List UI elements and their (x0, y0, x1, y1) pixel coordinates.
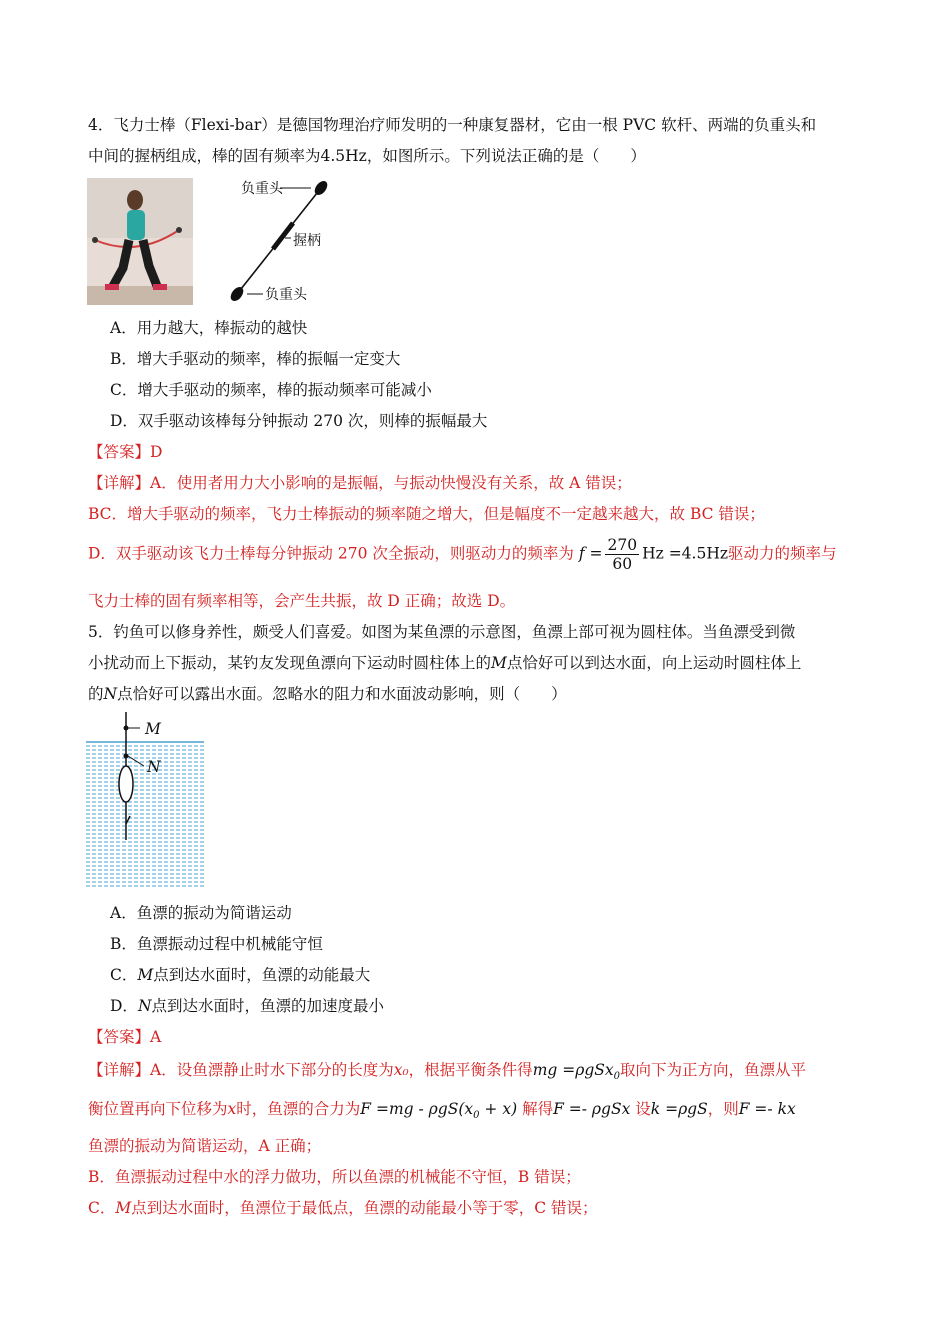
q5-detail-b: B．鱼漂振动过程中水的浮力做功，所以鱼漂的机械能不守恒，B 错误； (88, 1168, 581, 1186)
q5-detail-a-text: 【详解】A．设鱼漂静止时水下部分的长度为 (88, 1061, 394, 1079)
equation-solution: F =- ρgSx (553, 1100, 631, 1118)
q5-detail-solve: 解得 (522, 1100, 554, 1118)
q4-stem-line1: 4．飞力士棒（Flexi-bar）是德国物理治疗师发明的一种康复器材，它由一根 PVC 软杆、两端的负重头和 (88, 116, 817, 134)
q5-stem-text: 小扰动而上下振动，某钓友发现鱼漂向下运动时圆柱体上的 (88, 654, 492, 672)
q4-frequency: 4.5Hz (320, 147, 367, 165)
q5-detail-set: 设 (635, 1100, 651, 1118)
q4-option-c: C．增大手驱动的频率，棒的振动频率可能减小 (110, 381, 432, 399)
q5-detail-a2-mid: 时，鱼漂的合力为 (236, 1100, 361, 1118)
q4-detail-bc: BC．增大手驱动的频率，飞力士棒振动的频率随之增大，但是幅度不一定越来越大，故 BC 错误； (88, 505, 765, 523)
q5-detail-a-mid: ，根据平衡条件得 (408, 1061, 533, 1079)
q5-detail-then: ，则 (707, 1100, 739, 1118)
fig-label-n: N (147, 758, 161, 776)
formula-f: f (578, 544, 585, 563)
q5-detail-c (88, 1197, 598, 1219)
q4-stem-text: 中间的握柄组成，棒的固有频率为 (88, 147, 321, 165)
var-x0: x₀ (393, 1061, 409, 1079)
q4-option-d: D．双手驱动该棒每分钟振动 270 次，则棒的振幅最大 (110, 412, 488, 430)
q5-detail-a-line3: 鱼漂的振动为简谐运动，A 正确； (88, 1137, 322, 1155)
q5-detail-a-line1 (88, 1059, 806, 1088)
q4-detail-d-post: 驱动力的频率与 (728, 544, 837, 563)
detail-c-point-m: M (115, 1199, 132, 1217)
formula-denominator: 60 (612, 555, 633, 573)
equation-net-force (360, 1100, 518, 1122)
q5-detail-c-prefix: C． (88, 1199, 116, 1217)
equation-balance-sub: 0 (613, 1071, 620, 1083)
fig-label-weight-bottom: 负重头 (265, 287, 307, 303)
q5-detail-a2-text: 衡位置再向下位移为 (88, 1100, 228, 1118)
q5-option-d (110, 995, 384, 1017)
equation-hooke: F =- kx (738, 1100, 796, 1118)
q5-detail-c-text: 点到达水面时，鱼漂位于最低点，鱼漂的动能最小等于零，C 错误； (131, 1199, 598, 1217)
formula-numerator: 270 (607, 536, 638, 554)
q5-stem-line1: 5．钓鱼可以修身养性，颇受人们喜爱。如图为某鱼漂的示意图，鱼漂上部可视为圆柱体。当鱼漂受到微 (88, 623, 796, 641)
fig-label-m: M (145, 720, 161, 738)
equation-balance-main: mg =ρgSx (532, 1061, 614, 1079)
q4-stem-line2 (88, 145, 646, 167)
formula-fraction (605, 536, 639, 573)
q4-answer: 【答案】D (88, 443, 163, 461)
equation-net-force-sub: 0 (473, 1110, 480, 1122)
q5-stem-text3-post: 点恰好可以露出水面。忽略水的阻力和水面波动影响，则（ ） (117, 685, 567, 703)
point-n-label: N (103, 685, 118, 703)
q5-stem-text-post: 点恰好可以到达水面，向上运动时圆柱体上 (506, 654, 802, 672)
q4-detail-d: D．双手驱动该飞力士棒每分钟振动 270 次全振动，则驱动力的频率为 f = $\frac{270}{60}$ Hz =4.5Hz驱动力的频率与 (88, 536, 837, 573)
var-x: x (227, 1100, 237, 1118)
equation-net-force-main: F =mg - ρgS(x (360, 1100, 474, 1118)
q5-option-a: A．鱼漂的振动为简谐运动 (110, 904, 292, 922)
q4-detail-a: 【详解】A．使用者用力大小影响的是振幅，与振动快慢没有关系，故 A 错误； (88, 474, 632, 492)
equation-net-force-end: + x) (479, 1100, 518, 1118)
q4-option-b: B．增大手驱动的频率，棒的振幅一定变大 (110, 350, 401, 368)
q5-stem-line2 (88, 652, 801, 674)
q5-stem-text3: 的 (88, 685, 104, 703)
fig-label-weight-top: 负重头 (241, 181, 283, 197)
q5-option-d-prefix: D． (110, 997, 138, 1015)
q5-answer: 【答案】A (88, 1028, 162, 1046)
equation-balance (532, 1061, 620, 1083)
equation-k: k =ρgS (650, 1100, 708, 1118)
option-c-point-m: M (137, 966, 154, 984)
q5-stem-line3 (88, 683, 567, 705)
flexi-bar-user-photo (87, 178, 193, 305)
q5-option-b: B．鱼漂振动过程中机械能守恒 (110, 935, 323, 953)
q5-option-c (110, 964, 370, 986)
q5-detail-a-post: 取向下为正方向，鱼漂从平 (620, 1061, 807, 1079)
fig-label-handle: 握柄 (293, 233, 321, 249)
q5-option-c-text: 点到达水面时，鱼漂的动能最大 (153, 966, 371, 984)
q4-detail-d-cont: 飞力士棒的固有频率相等，会产生共振，故 D 正确；故选 D。 (88, 592, 516, 610)
q5-detail-a-line2 (88, 1098, 796, 1127)
formula-result: Hz =4.5Hz (642, 544, 729, 563)
q4-detail-d-text: D．双手驱动该飞力士棒每分钟振动 270 次全振动，则驱动力的频率为 (88, 544, 574, 563)
q4-stem-text-post: ，如图所示。下列说法正确的是（ ） (366, 147, 646, 165)
option-d-point-n: N (137, 997, 152, 1015)
point-m-label: M (491, 654, 507, 672)
q5-option-c-prefix: C． (110, 966, 138, 984)
q4-option-a: A．用力越大，棒振动的越快 (110, 319, 308, 337)
q5-option-d-text: 点到达水面时，鱼漂的加速度最小 (151, 997, 385, 1015)
